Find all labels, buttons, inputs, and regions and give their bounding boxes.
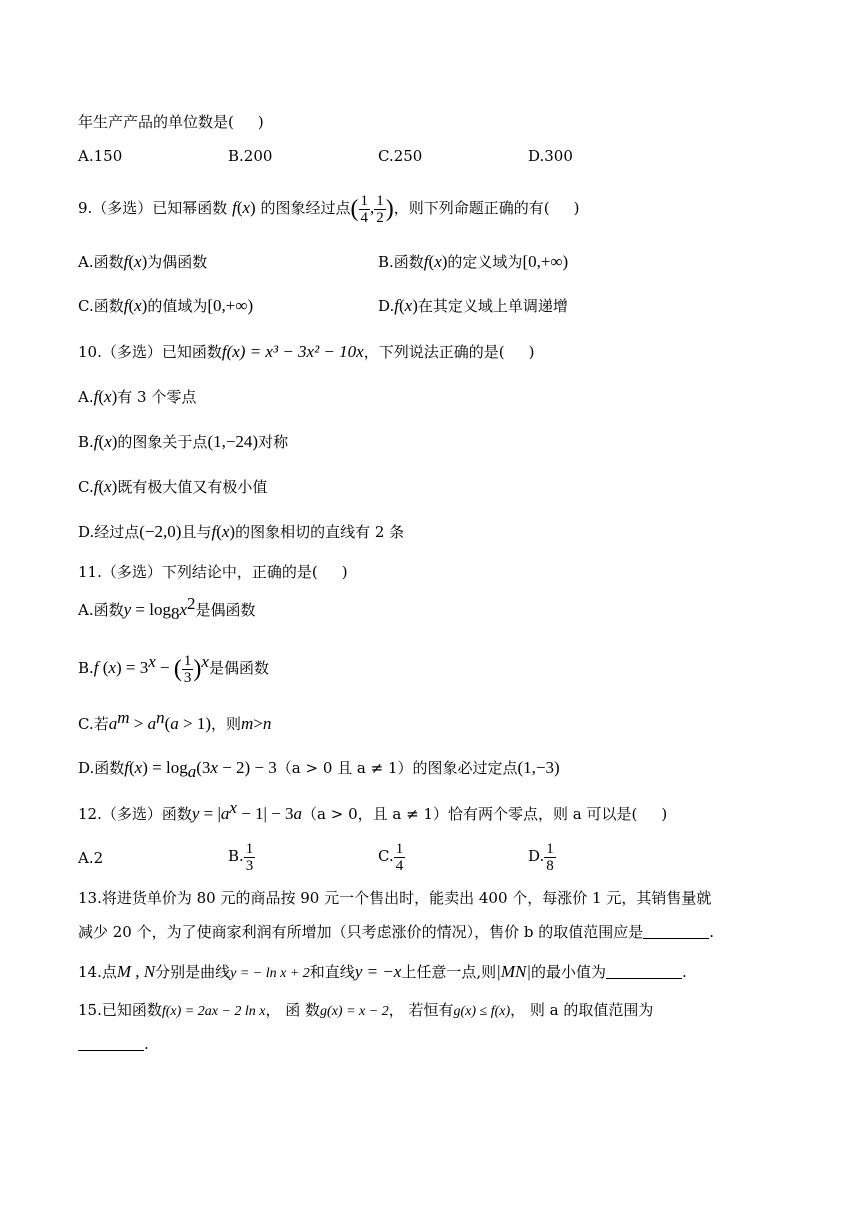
q9-point-y: $\frac{1}{2}$: [376, 192, 384, 226]
q10-option-a: A.f(x)有 3 个零点: [78, 387, 197, 406]
q10-stem: 10.（多选）已知函数f(x) = x³ − 3x² − 10x，下列说法正确的是( ): [78, 342, 535, 361]
q8-option-b: B.200: [228, 147, 273, 165]
q12-option-d: D. $\frac{1}{8}$: [528, 840, 554, 874]
q15-stem: 15.已知函数f(x) = 2ax − 2 ln x， 函 数g(x) = x − 2， 若恒有g(x) ≤ f(x)， 则 a 的取值范围为: [78, 1001, 654, 1019]
q14-answer-blank: [606, 978, 682, 979]
q11-option-d: D.函数$f(x) = \log_a(3x - 2) - 3(a > 0$ 且 a ≠ 1）的图象必过定点(1,−3): [78, 758, 560, 781]
q11-option-c: C.若$a^m > a^n(a > 1)$，则m>n: [78, 708, 272, 733]
q13-answer-blank: [643, 938, 709, 939]
q8-stem-tail: 年生产产品的单位数是( ): [78, 113, 264, 131]
q8-option-a: A.150: [78, 147, 123, 165]
q15-answer-blank: [78, 1050, 144, 1051]
q8-option-c: C.250: [378, 147, 423, 165]
q9-option-d: D.f(x)在其定义域上单调递增: [378, 296, 568, 315]
q9-option-a: A.函数f(x)为偶函数: [78, 252, 208, 271]
q14-stem: 14.点M , N分别是曲线y = − ln x + 2和直线y = −x上任意一点,则|MN|的最小值为 .: [78, 962, 687, 981]
q9-point-x: $\frac{1}{4}$: [360, 192, 369, 226]
q11-fraction-one-third: $\frac{1}{3}$: [183, 652, 192, 686]
q15-answer-line: .: [78, 1034, 149, 1054]
q10-option-b: B.f(x)的图象关于点(1,−24)对称: [78, 432, 289, 451]
q11-option-b: B.f $(x) = 3^x$ − ( $\frac{1}{3}$ )$^x$是偶函数: [78, 652, 269, 686]
q10-option-c: C.f(x)既有极大值又有极小值: [78, 477, 268, 496]
q11-stem: 11.（多选）下列结论中，正确的是( ): [78, 563, 348, 581]
q10-option-d: D.经过点(−2,0)且与f(x)的图象相切的直线有 2 条: [78, 522, 405, 541]
q12-option-b: B. $\frac{1}{3}$: [228, 840, 254, 874]
q9-option-c: C.函数f(x)的值域为[0,+∞): [78, 296, 254, 315]
q12-option-c: C. $\frac{1}{4}$: [378, 840, 404, 874]
q9-option-b: B.函数f(x)的定义域为[0,+∞): [378, 252, 569, 271]
q13-line-1: 13.将进货单价为 80 元的商品按 90 元一个售出时，能卖出 400 个，每涨价 1 元，其销售量就: [78, 889, 712, 907]
q12-stem: 12.（多选）函数$y = |a^x - 1| - 3a(a > 0$，且 a ≠ 1）恰有两个零点，则 a 可以是( ): [78, 798, 668, 823]
q13-line-2: 减少 20 个，为了使商家利润有所增加（只考虑涨价的情况），售价 b 的取值范围应是 .: [78, 923, 715, 941]
q8-option-d: D.300: [528, 147, 573, 165]
q9-stem: 9.（多选）已知幂函数 f(x) 的图象经过点( $\frac{1}{4}$ , $\frac{1}{2}$ )，则下列命题正确的有( ): [78, 192, 580, 226]
q12-option-a: A.2: [78, 849, 104, 867]
q11-option-a: A.函数$y = \log_8x^2$是偶函数: [78, 594, 256, 623]
